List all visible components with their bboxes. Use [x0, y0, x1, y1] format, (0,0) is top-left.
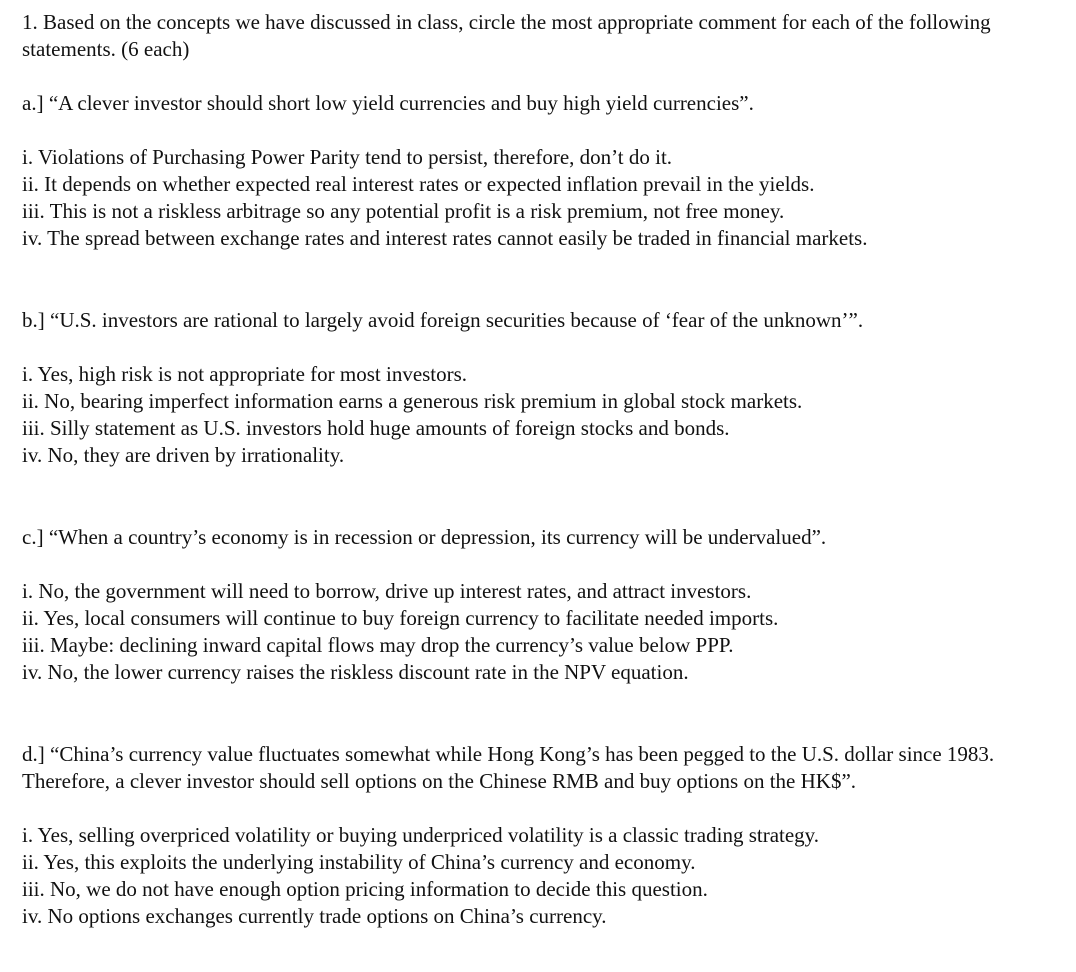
question-c-option-i[interactable]: i. No, the government will need to borrow, drive up interest rates, and attract investors. — [22, 579, 752, 603]
question-a-option-i[interactable]: i. Violations of Purchasing Power Parity tend to persist, therefore, don’t do it. — [22, 145, 673, 169]
question-b-options — [22, 361, 1062, 469]
question-a-option-ii[interactable]: ii. It depends on whether expected real interest rates or expected inflation prevail in the yields. — [22, 172, 815, 196]
question-b-option-i[interactable]: i. Yes, high risk is not appropriate for most investors. — [22, 362, 468, 386]
question-b-statement: b.] “U.S. investors are rational to largely avoid foreign securities because of ‘fear of the unknown’”. — [22, 308, 864, 332]
question-d-option-i[interactable]: i. Yes, selling overpriced volatility or buying underpriced volatility is a classic trading strategy. — [22, 823, 820, 847]
question-b-option-iv[interactable]: iv. No, they are driven by irrationality. — [22, 443, 345, 467]
question-d-statement: d.] “China’s currency value fluctuates somewhat while Hong Kong’s has been pegged to the U.S. dollar since 1983. Therefore, a clever investor should sell options on the Chinese RMB and buy options on the HK$”. — [22, 742, 995, 793]
question-c-options — [22, 578, 1062, 686]
question-d-options — [22, 822, 1062, 930]
question-a-options — [22, 144, 1062, 252]
question-a-statement: a.] “A clever investor should short low yield currencies and buy high yield currencies”. — [22, 91, 754, 115]
question-a-option-iii[interactable]: iii. This is not a riskless arbitrage so any potential profit is a risk premium, not free money. — [22, 199, 785, 223]
document-page — [22, 9, 1062, 930]
question-c-statement: c.] “When a country’s economy is in recession or depression, its currency will be undervalued”. — [22, 525, 827, 549]
question-d-option-iv[interactable]: iv. No options exchanges currently trade options on China’s currency. — [22, 904, 607, 928]
question-d-option-iii[interactable]: iii. No, we do not have enough option pricing information to decide this question. — [22, 877, 708, 901]
question-intro: 1. Based on the concepts we have discussed in class, circle the most appropriate comment for each of the following statements. (6 each) — [22, 10, 991, 61]
question-b-option-ii[interactable]: ii. No, bearing imperfect information earns a generous risk premium in global stock markets. — [22, 389, 803, 413]
question-c-option-iv[interactable]: iv. No, the lower currency raises the riskless discount rate in the NPV equation. — [22, 660, 689, 684]
question-a-option-iv[interactable]: iv. The spread between exchange rates and interest rates cannot easily be traded in financial markets. — [22, 226, 868, 250]
question-b-option-iii[interactable]: iii. Silly statement as U.S. investors hold huge amounts of foreign stocks and bonds. — [22, 416, 730, 440]
question-c-option-ii[interactable]: ii. Yes, local consumers will continue to buy foreign currency to facilitate needed imports. — [22, 606, 779, 630]
question-d-option-ii[interactable]: ii. Yes, this exploits the underlying instability of China’s currency and economy. — [22, 850, 696, 874]
question-c-option-iii[interactable]: iii. Maybe: declining inward capital flows may drop the currency’s value below PPP. — [22, 633, 734, 657]
